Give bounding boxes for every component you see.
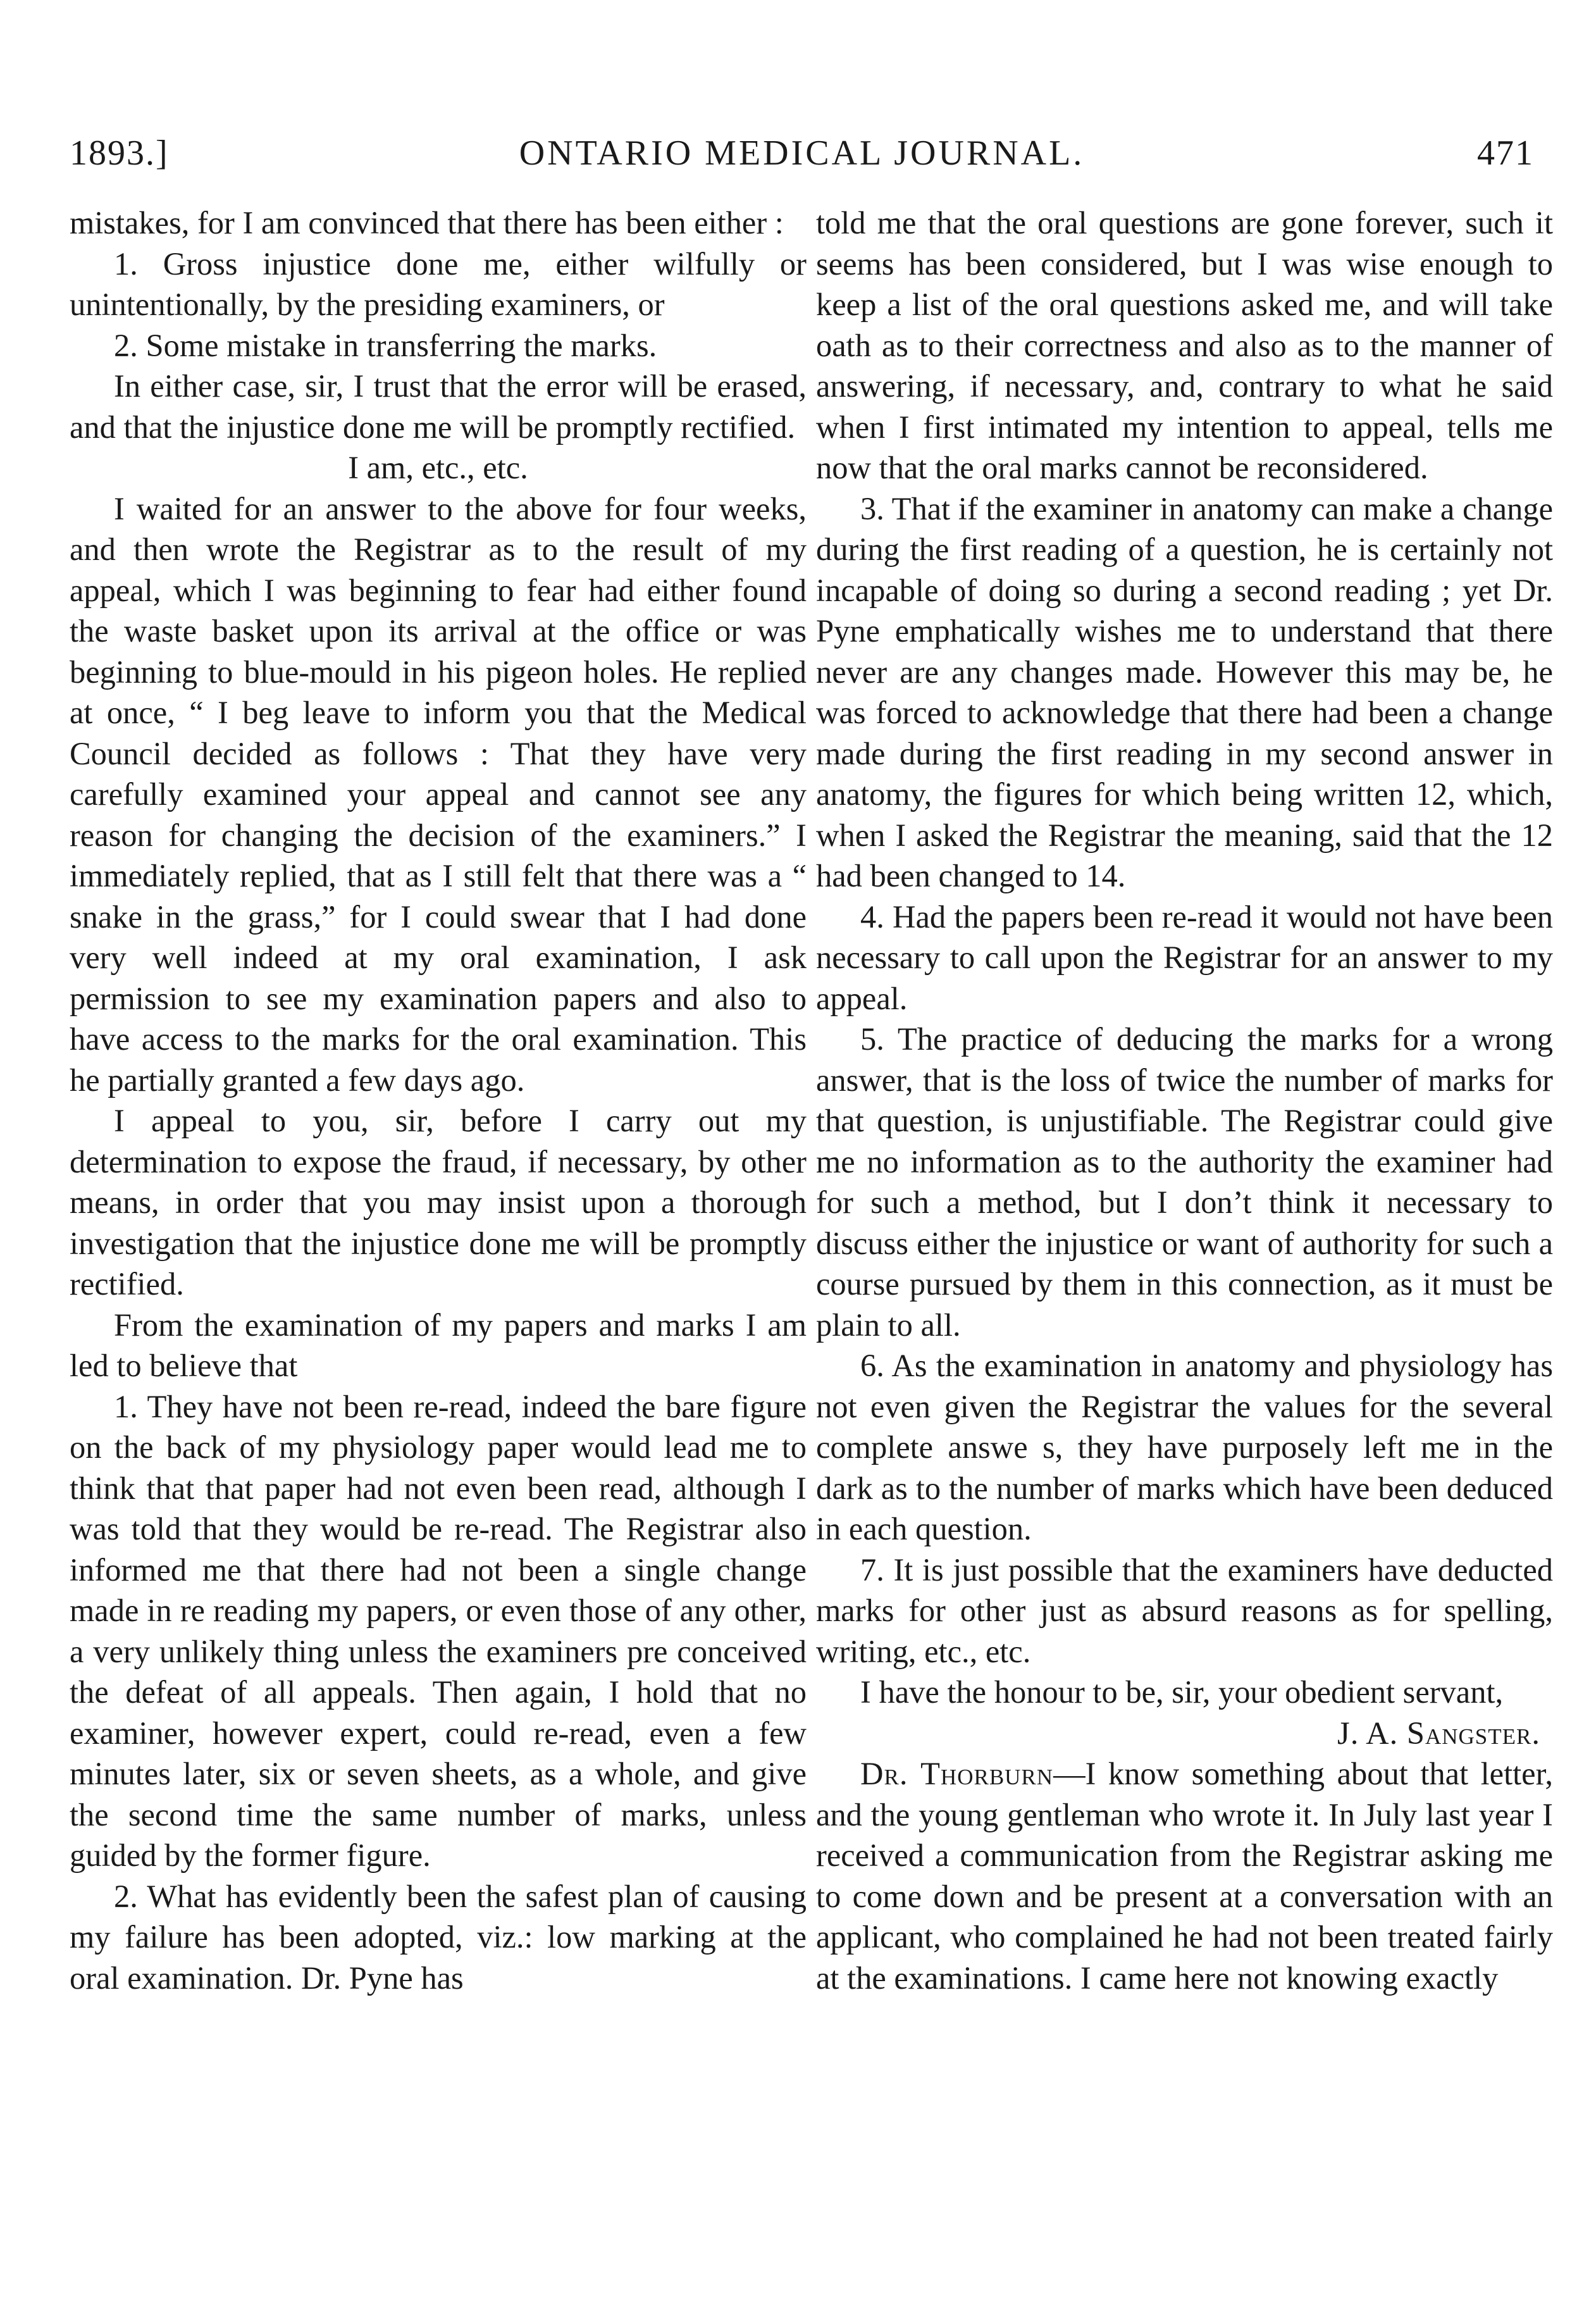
right-column [816,202,1553,2265]
paragraph: 7. It is just possible that the examiners have deducted marks for other just as absurd reasons as for spelling, writing, etc., etc. [816,1551,1553,1669]
page-header [70,133,1534,183]
paragraph [816,1753,1553,1998]
paragraph: 2. Some mistake in transferring the marks. [114,327,657,363]
letter-closing: I am, etc., etc. [348,450,528,485]
paragraph: 4. Had the papers been re-read it would not have been necessary to call upon the Registrar for an answer to my appeal. [816,899,1553,1016]
header-year: 1893.] [70,134,169,173]
left-column [70,202,807,2265]
paragraph: In either case, sir, I trust that the error will be erased, and that the injustice done me will be promptly rectified. [70,368,807,445]
paragraph: I waited for an answer to the above for four weeks, and then wrote the Registrar as to the result of my appeal, which I was beginning to fear had either found the waste basket upon its arrival at the office or was beginning to blue-mould in his pigeon holes. He replied at once, “ I beg leave to inform you that the Medical Council decided as follows : That they have very carefully examined your appeal and cannot see any reason for changing the decision of the examiners.” I immediately replied, that as I still felt that there was a “ snake in the grass,” for I could swear that I had done very well indeed at my oral examination, I ask permission to see my examination papers and also to have access to the marks for the oral examination. This he partially granted a few days ago. [70,490,807,1098]
paragraph: 2. What has evidently been the safest plan of causing my failure has been adopted, viz.: low marking at the oral examination. Dr. Pyne has [70,1878,807,1996]
paragraph: mistakes, for I am convinced that there has been either : [70,205,784,240]
paragraph: 6. As the examination in anatomy and physiology has not even given the Registrar the values for the several complete answe s, they have purposely left me in the dark as to the number of marks which have been deduced in each question. [816,1348,1553,1546]
paragraph: 1. They have not been re-read, indeed the bare figure on the back of my physiology paper would lead me to think that that paper had not even been read, although I was told that they would be re-read. The Registrar also informed me that there had not been a single change made in re reading my papers, or even those of any other, a very unlikely thing unless the examiners pre conceived the defeat of all appeals. Then again, I hold that no examiner, however expert, could re-read, even a few minutes later, six or seven sheets, as a whole, and give the second time the same number of marks, unless guided by the former figure. [70,1388,807,1873]
paragraph: 3. That if the examiner in anatomy can make a change during the first reading of a question, he is certainly not incapable of doing so during a second reading ; yet Dr. Pyne emphatically wishes me to understand that there never are any changes made. However this may be, he was forced to acknowledge that there had been a change made during the first reading in my second answer in anatomy, the figures for which being written 12, which, when I asked the Registrar the meaning, said that the 12 had been changed to 14. [816,490,1553,893]
paragraph: 5. The practice of deducing the marks for a wrong answer, that is the loss of twice the number of marks for that question, is unjustifiable. The Registrar could give me no information as to the authority the examiner had for such a method, but I don’t think it necessary to discuss either the injustice or want of authority for such a course pursued by them in this connection, as it must be plain to all. [816,1021,1553,1343]
paragraph: I have the honour to be, sir, your obedient servant, [860,1674,1504,1710]
paragraph: told me that the oral questions are gone forever, such it seems has been considered, but I was wise enough to keep a list of the oral questions asked me, and will take oath as to their correctness and also as to the manner of answering, if necessary, and, contrary to what he said when I first intimated my intention to appeal, tells me now that the oral marks cannot be reconsidered. [816,205,1553,485]
page-number: 471 [1477,134,1534,173]
paragraph: 1. Gross injustice done me, either wilfully or unintentionally, by the presiding examiners, or [70,246,807,322]
speaker-name: Dr. Thorburn [860,1756,1054,1791]
signature: J. A. Sangster. [1337,1715,1540,1751]
journal-title: ONTARIO MEDICAL JOURNAL. [519,134,1085,173]
paragraph: I appeal to you, sir, before I carry out my determination to expose the fraud, if necessary, by other means, in order that you may insist upon a thorough investigation that the injustice done me will be promptly rectified. [70,1103,807,1302]
speech-text: —I know something about that letter, and the young gentleman who wrote it. In July last year I received a communication from the Registrar asking me to come down and be present at a conversation with an applicant, who complained he had not been treated fairly at the examinations. I came here not knowing exactly [816,1756,1553,1996]
paragraph: From the examination of my papers and marks I am led to believe that [70,1307,807,1383]
